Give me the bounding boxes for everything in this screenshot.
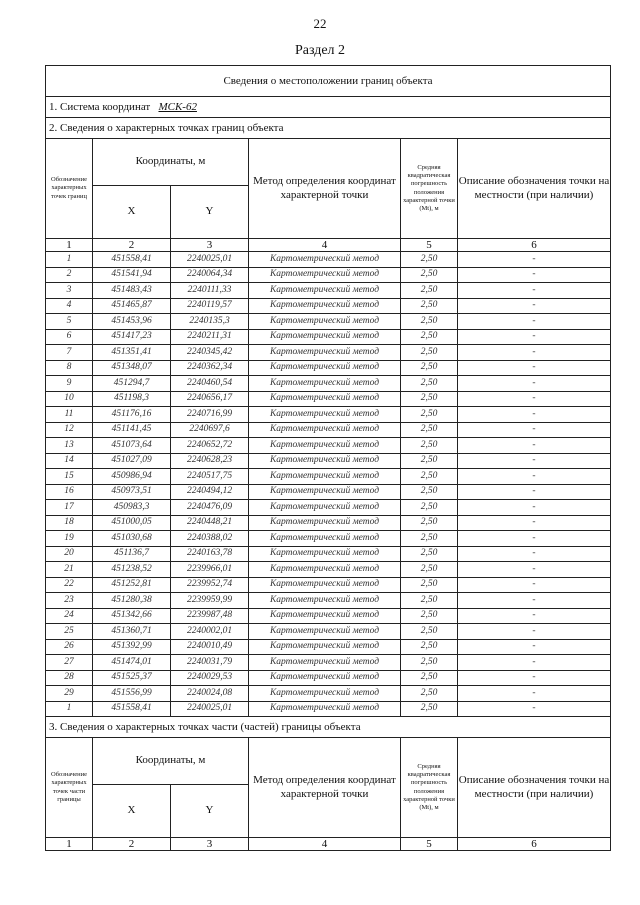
error-mt: 2,50 [401, 686, 458, 702]
error-mt: 2,50 [401, 283, 458, 299]
method: Картометрический метод [249, 329, 401, 345]
boundary-points-table [45, 65, 611, 851]
method: Картометрический метод [249, 314, 401, 330]
coord-y: 2240031,79 [171, 655, 249, 671]
error-mt: 2,50 [401, 515, 458, 531]
col-number: 5 [401, 239, 458, 252]
error-mt: 2,50 [401, 252, 458, 268]
table-row [46, 360, 611, 376]
method: Картометрический метод [249, 500, 401, 516]
method: Картометрический метод [249, 670, 401, 686]
method: Картометрический метод [249, 391, 401, 407]
table-row [46, 515, 611, 531]
coord-y: 2239987,48 [171, 608, 249, 624]
point-id: 24 [46, 608, 93, 624]
error-mt: 2,50 [401, 593, 458, 609]
point-id: 13 [46, 438, 93, 454]
description: - [458, 484, 611, 500]
coord-y: 2240163,78 [171, 546, 249, 562]
description: - [458, 655, 611, 671]
method: Картометрический метод [249, 376, 401, 392]
error-mt: 2,50 [401, 562, 458, 578]
point-id: 9 [46, 376, 93, 392]
error-mt: 2,50 [401, 639, 458, 655]
error-mt: 2,50 [401, 577, 458, 593]
table-row [46, 422, 611, 438]
error-mt: 2,50 [401, 391, 458, 407]
point-id: 20 [46, 546, 93, 562]
section-title: Раздел 2 [294, 43, 346, 58]
error-mt: 2,50 [401, 670, 458, 686]
error-mt: 2,50 [401, 407, 458, 423]
col-number: 4 [249, 838, 401, 851]
description: - [458, 624, 611, 640]
col-number: 4 [249, 239, 401, 252]
point-id: 28 [46, 670, 93, 686]
coord-y: 2240119,57 [171, 298, 249, 314]
description: - [458, 267, 611, 283]
header-point-name: Обозначение характерных точек границ [46, 139, 93, 239]
table-row [46, 407, 611, 423]
coord-x: 451348,07 [93, 360, 171, 376]
coord-y: 2240448,21 [171, 515, 249, 531]
method: Картометрический метод [249, 484, 401, 500]
coord-x: 451294,7 [93, 376, 171, 392]
coord-x: 450973,51 [93, 484, 171, 500]
method: Картометрический метод [249, 422, 401, 438]
point-id: 15 [46, 469, 93, 485]
point-id: 17 [46, 500, 93, 516]
coord-y: 2240697,6 [171, 422, 249, 438]
coord-x: 451453,96 [93, 314, 171, 330]
header-x: X [93, 186, 171, 239]
description: - [458, 515, 611, 531]
point-id: 10 [46, 391, 93, 407]
table-row [46, 531, 611, 547]
coordinate-system-value: МСК-62 [158, 100, 197, 113]
table-title: Сведения о местоположении границ объекта [46, 66, 611, 97]
coord-y: 2239966,01 [171, 562, 249, 578]
coord-x: 451027,09 [93, 453, 171, 469]
method: Картометрический метод [249, 438, 401, 454]
coord-x: 451238,52 [93, 562, 171, 578]
method: Картометрический метод [249, 298, 401, 314]
description: - [458, 345, 611, 361]
coordinate-system-label: 1. Система координат [49, 100, 151, 113]
point-id: 4 [46, 298, 93, 314]
method: Картометрический метод [249, 267, 401, 283]
method: Картометрический метод [249, 562, 401, 578]
col-number: 6 [458, 239, 611, 252]
coord-x: 451525,37 [93, 670, 171, 686]
point-id: 14 [46, 453, 93, 469]
table-row [46, 655, 611, 671]
method: Картометрический метод [249, 686, 401, 702]
coord-y: 2240345,42 [171, 345, 249, 361]
method: Картометрический метод [249, 252, 401, 268]
error-mt: 2,50 [401, 701, 458, 717]
header2-y: Y [171, 785, 249, 838]
coord-x: 451474,01 [93, 655, 171, 671]
col-number: 2 [93, 239, 171, 252]
method: Картометрический метод [249, 515, 401, 531]
description: - [458, 670, 611, 686]
col-number: 1 [46, 838, 93, 851]
point-id: 25 [46, 624, 93, 640]
method: Картометрический метод [249, 608, 401, 624]
header-error: Средняя квадратическая погрешность положения характерной точки (Mt), м [401, 139, 458, 239]
coord-x: 451351,41 [93, 345, 171, 361]
table-row [46, 453, 611, 469]
method: Картометрический метод [249, 624, 401, 640]
point-id: 8 [46, 360, 93, 376]
coord-x: 451483,43 [93, 283, 171, 299]
method: Картометрический метод [249, 701, 401, 717]
coord-x: 451556,99 [93, 686, 171, 702]
coord-y: 2240211,31 [171, 329, 249, 345]
coord-x: 451252,81 [93, 577, 171, 593]
error-mt: 2,50 [401, 484, 458, 500]
header2-x: X [93, 785, 171, 838]
coord-y: 2240025,01 [171, 252, 249, 268]
coord-y: 2240025,01 [171, 701, 249, 717]
point-id: 12 [46, 422, 93, 438]
table-row [46, 701, 611, 717]
description: - [458, 298, 611, 314]
table-row [46, 608, 611, 624]
table-row [46, 639, 611, 655]
header2-error: Средняя квадратическая погрешность положения характерной точки (Mt), м [401, 738, 458, 838]
column-numbers-row-2 [46, 838, 611, 851]
points-section-label: 2. Сведения о характерных точках границ объекта [46, 118, 611, 139]
point-id: 11 [46, 407, 93, 423]
coord-y: 2240628,23 [171, 453, 249, 469]
table-row [46, 670, 611, 686]
coord-x: 451198,3 [93, 391, 171, 407]
error-mt: 2,50 [401, 329, 458, 345]
coord-y: 2240010,49 [171, 639, 249, 655]
col-number: 3 [171, 838, 249, 851]
coord-x: 451465,87 [93, 298, 171, 314]
point-id: 29 [46, 686, 93, 702]
table-row [46, 484, 611, 500]
description: - [458, 593, 611, 609]
method: Картометрический метод [249, 453, 401, 469]
coord-y: 2240111,33 [171, 283, 249, 299]
header2-description: Описание обозначения точки на местности (при наличии) [458, 738, 611, 838]
coord-x: 451136,7 [93, 546, 171, 562]
method: Картометрический метод [249, 577, 401, 593]
coord-y: 2240388,02 [171, 531, 249, 547]
description: - [458, 562, 611, 578]
coord-y: 2240064,34 [171, 267, 249, 283]
coord-y: 2240024,08 [171, 686, 249, 702]
point-id: 2 [46, 267, 93, 283]
table-row [46, 624, 611, 640]
table-row [46, 577, 611, 593]
point-id: 21 [46, 562, 93, 578]
coord-y: 2240656,17 [171, 391, 249, 407]
table-row [46, 469, 611, 485]
table-row [46, 376, 611, 392]
error-mt: 2,50 [401, 608, 458, 624]
header-description: Описание обозначения точки на местности (при наличии) [458, 139, 611, 239]
description: - [458, 391, 611, 407]
table-row [46, 500, 611, 516]
error-mt: 2,50 [401, 500, 458, 516]
description: - [458, 469, 611, 485]
header-method: Метод определения координат характерной точки [249, 139, 401, 239]
coord-y: 2240476,09 [171, 500, 249, 516]
description: - [458, 422, 611, 438]
error-mt: 2,50 [401, 422, 458, 438]
method: Картометрический метод [249, 655, 401, 671]
method: Картометрический метод [249, 360, 401, 376]
error-mt: 2,50 [401, 624, 458, 640]
coord-y: 2240362,34 [171, 360, 249, 376]
description: - [458, 407, 611, 423]
table-row [46, 438, 611, 454]
point-id: 6 [46, 329, 93, 345]
error-mt: 2,50 [401, 438, 458, 454]
error-mt: 2,50 [401, 360, 458, 376]
coord-x: 451392,99 [93, 639, 171, 655]
table-row [46, 252, 611, 268]
description: - [458, 453, 611, 469]
description: - [458, 546, 611, 562]
point-id: 18 [46, 515, 93, 531]
error-mt: 2,50 [401, 376, 458, 392]
error-mt: 2,50 [401, 531, 458, 547]
table-row [46, 267, 611, 283]
coord-x: 451280,38 [93, 593, 171, 609]
coord-y: 2240494,12 [171, 484, 249, 500]
coord-x: 451000,05 [93, 515, 171, 531]
description: - [458, 360, 611, 376]
method: Картометрический метод [249, 345, 401, 361]
table-row [46, 562, 611, 578]
coord-x: 451030,68 [93, 531, 171, 547]
description: - [458, 608, 611, 624]
table-row [46, 329, 611, 345]
description: - [458, 500, 611, 516]
coord-x: 451558,41 [93, 701, 171, 717]
error-mt: 2,50 [401, 453, 458, 469]
header-y: Y [171, 186, 249, 239]
col-number: 3 [171, 239, 249, 252]
coord-x: 450986,94 [93, 469, 171, 485]
point-id: 19 [46, 531, 93, 547]
error-mt: 2,50 [401, 469, 458, 485]
coord-y: 2240460,54 [171, 376, 249, 392]
coord-x: 451558,41 [93, 252, 171, 268]
table-row [46, 283, 611, 299]
description: - [458, 252, 611, 268]
point-id: 23 [46, 593, 93, 609]
method: Картометрический метод [249, 407, 401, 423]
error-mt: 2,50 [401, 655, 458, 671]
point-id: 26 [46, 639, 93, 655]
column-numbers-row [46, 239, 611, 252]
method: Картометрический метод [249, 283, 401, 299]
description: - [458, 639, 611, 655]
coordinate-system-row [46, 97, 611, 118]
error-mt: 2,50 [401, 345, 458, 361]
description: - [458, 531, 611, 547]
coord-x: 451417,23 [93, 329, 171, 345]
coord-y: 2240029,53 [171, 670, 249, 686]
coord-x: 451342,66 [93, 608, 171, 624]
col-number: 1 [46, 239, 93, 252]
point-id: 5 [46, 314, 93, 330]
coord-x: 451176,16 [93, 407, 171, 423]
coord-x: 451541,94 [93, 267, 171, 283]
col-number: 2 [93, 838, 171, 851]
error-mt: 2,50 [401, 546, 458, 562]
table-row [46, 345, 611, 361]
point-id: 27 [46, 655, 93, 671]
description: - [458, 329, 611, 345]
table-row [46, 298, 611, 314]
point-id: 22 [46, 577, 93, 593]
coord-y: 2240716,99 [171, 407, 249, 423]
col-number: 6 [458, 838, 611, 851]
header2-point-name: Обозначение характерных точек части границы [46, 738, 93, 838]
coord-x: 451073,64 [93, 438, 171, 454]
method: Картометрический метод [249, 469, 401, 485]
description: - [458, 701, 611, 717]
coord-x: 450983,3 [93, 500, 171, 516]
coord-x: 451360,71 [93, 624, 171, 640]
table-row [46, 686, 611, 702]
coord-y: 2239952,74 [171, 577, 249, 593]
error-mt: 2,50 [401, 314, 458, 330]
point-id: 16 [46, 484, 93, 500]
method: Картометрический метод [249, 531, 401, 547]
description: - [458, 314, 611, 330]
page-number: 22 [313, 16, 327, 31]
method: Картометрический метод [249, 546, 401, 562]
method: Картометрический метод [249, 593, 401, 609]
coord-y: 2240517,75 [171, 469, 249, 485]
table-row [46, 314, 611, 330]
description: - [458, 438, 611, 454]
error-mt: 2,50 [401, 267, 458, 283]
header-coords: Координаты, м [93, 139, 249, 186]
point-id: 7 [46, 345, 93, 361]
part-points-section-label: 3. Сведения о характерных точках части (частей) границы объекта [46, 717, 611, 738]
description: - [458, 577, 611, 593]
table-row [46, 593, 611, 609]
coord-y: 2240652,72 [171, 438, 249, 454]
point-id: 1 [46, 701, 93, 717]
table-row [46, 391, 611, 407]
col-number: 5 [401, 838, 458, 851]
description: - [458, 283, 611, 299]
point-id: 1 [46, 252, 93, 268]
point-id: 3 [46, 283, 93, 299]
method: Картометрический метод [249, 639, 401, 655]
header2-method: Метод определения координат характерной точки [249, 738, 401, 838]
description: - [458, 376, 611, 392]
error-mt: 2,50 [401, 298, 458, 314]
coord-y: 2240002,01 [171, 624, 249, 640]
table-row [46, 546, 611, 562]
description: - [458, 686, 611, 702]
coord-x: 451141,45 [93, 422, 171, 438]
header2-coords: Координаты, м [93, 738, 249, 785]
coord-y: 2239959,99 [171, 593, 249, 609]
coord-y: 2240135,3 [171, 314, 249, 330]
